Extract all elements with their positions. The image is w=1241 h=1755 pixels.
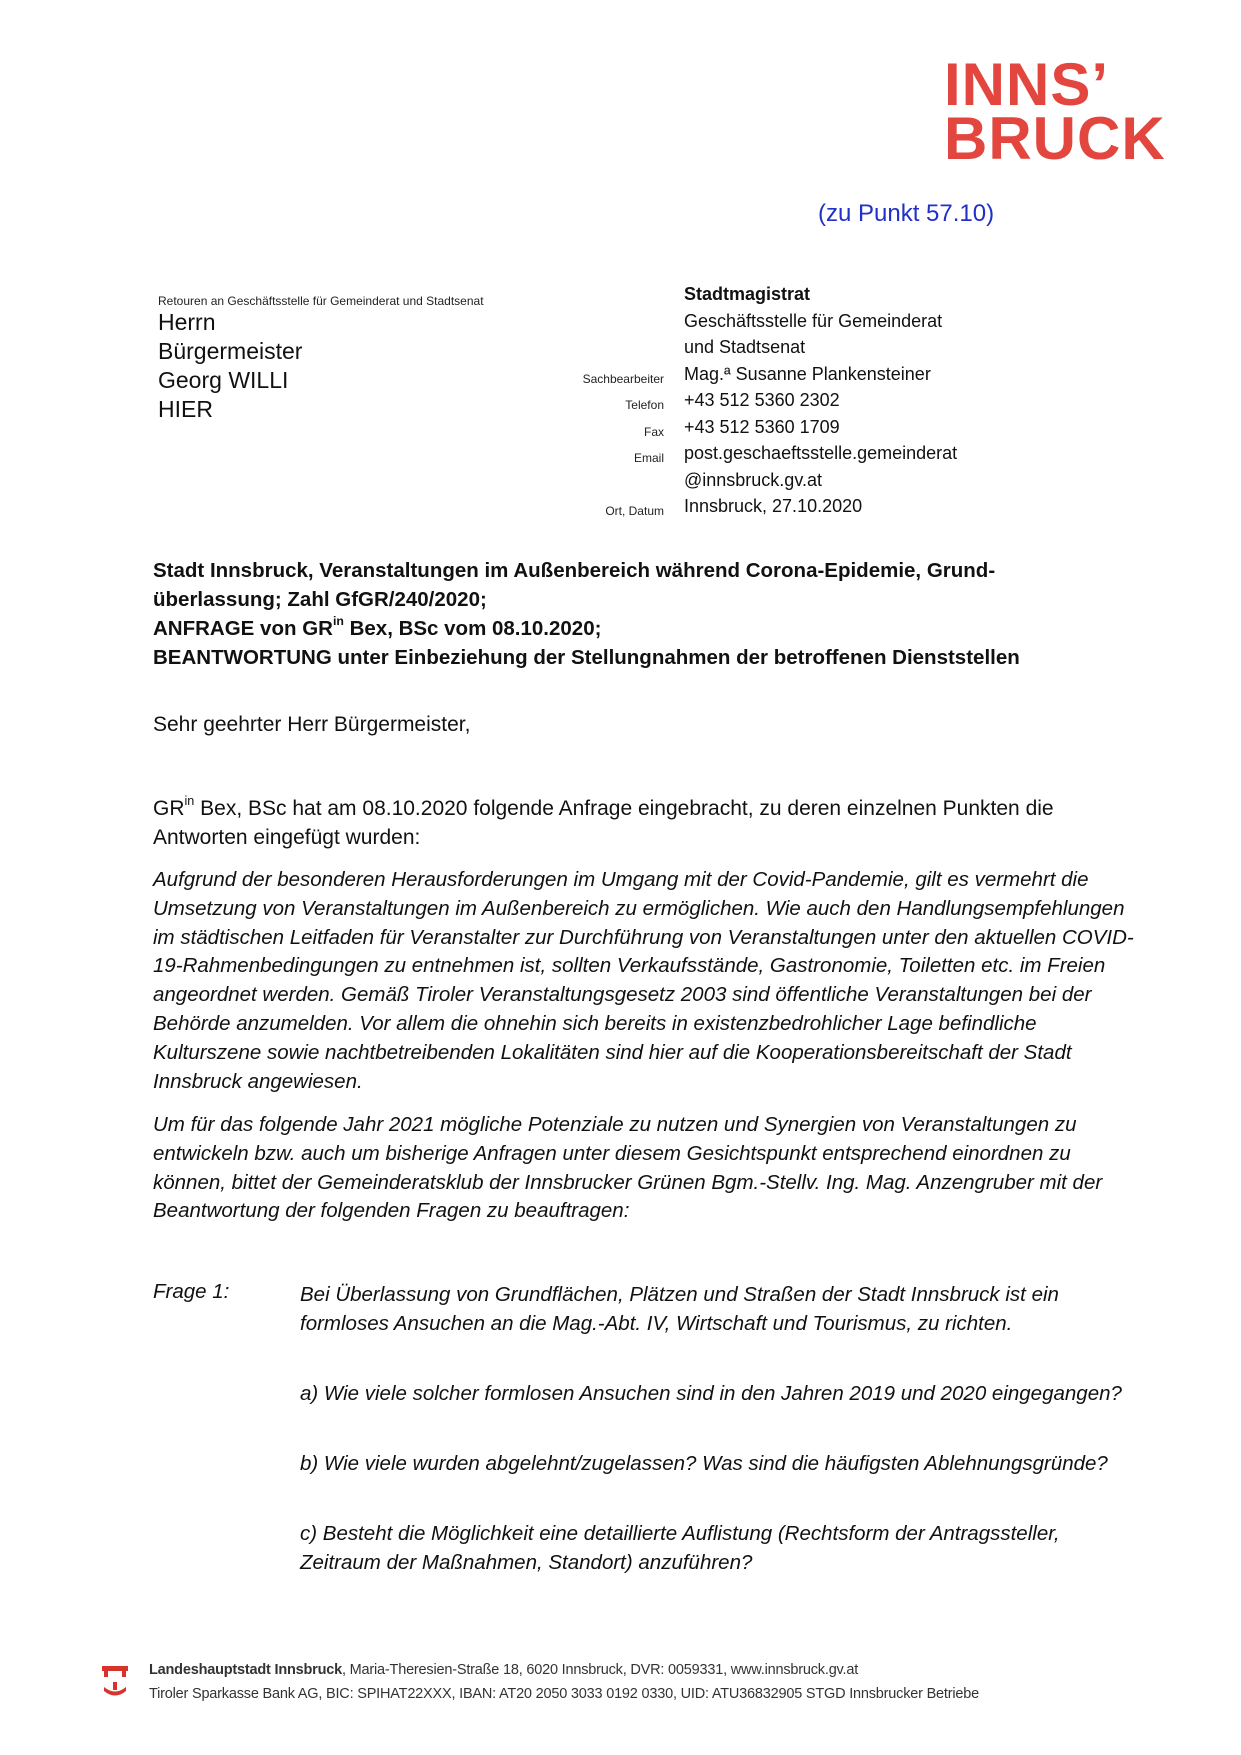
subject-inquiry-prefix: ANFRAGE von GR [153, 617, 333, 640]
recipient-line: Georg WILLI [158, 367, 289, 393]
footer-address: , Maria-Theresien-Straße 18, 6020 Innsbruck, DVR: 0059331, www.innsbruck.gv.at [342, 1662, 859, 1678]
recipient-line: HIER [158, 396, 213, 422]
email-label: Email [633, 451, 664, 465]
logo-line-1: INNS’ [944, 51, 1110, 118]
subject-line4: BEANTWORTUNG unter Einbeziehung der Stellungnahmen der betroffenen Dienststellen [153, 646, 1020, 669]
fax-label: Fax [643, 424, 664, 439]
intro-text: Bex, BSc hat am 08.10.2020 folgende Anfrage eingebracht, zu deren einzelnen Punkten die Antworten eingefügt wurden: [153, 797, 1054, 849]
clerk-name: Mag.ª Susanne Plankensteiner [684, 363, 931, 384]
sender-dept-line2: und Stadtsenat [684, 337, 806, 357]
phone-number: +43 512 5360 2302 [684, 390, 840, 410]
agenda-reference: (zu Punkt 57.10) [818, 200, 995, 227]
letter-subject [153, 556, 1123, 672]
question-1-text: Bei Überlassung von Grundflächen, Plätzen und Straßen der Stadt Innsbruck ist ein formloses Ansuchen an die Mag.-Abt. IV, Wirtschaft und Tourismus, zu richten. [300, 1283, 1059, 1335]
intro-paragraph [153, 794, 1133, 852]
recipient-line: Herrn [158, 309, 216, 335]
place-date: Innsbruck, 27.10.2020 [684, 496, 863, 516]
email-line2: @innsbruck.gv.at [684, 469, 822, 490]
question-1c: c) Besteht die Möglichkeit eine detaillierte Auflistung (Rechtsform der Antragssteller, Zeitraum der Maßnahmen, Standort) anzuführen? [300, 1522, 1060, 1574]
subject-line2: überlassung; Zahl GfGR/240/2020; [153, 588, 487, 611]
inquiry-paragraph-2: Um für das folgende Jahr 2021 mögliche Potenziale zu nutzen und Synergien von Veranstaltungen zu entwickeln bzw. auch um bisherige Anfragen unter diesem Gesichtspunkt entsprechend einordnen zu können, bittet der Gemeinderatsklub der Innsbrucker Grünen Bgm.-Stellv. Ing. Mag. Anzengruber mit der Beantwortung der folgenden Fragen zu beauftragen: [153, 1113, 1103, 1223]
subject-line1: Stadt Innsbruck, Veranstaltungen im Außenbereich während Corona-Epidemie, Grund- [153, 559, 996, 582]
return-address-note: Retouren an Geschäftsstelle für Gemeinderat und Stadtsenat [158, 294, 484, 308]
sender-dept-line1: Geschäftsstelle für Gemeinderat [684, 310, 943, 331]
innsbruck-logo [944, 51, 1194, 172]
city-emblem-icon [101, 1662, 131, 1702]
phone-label: Telefon [625, 398, 664, 412]
logo-line-2: BRUCK [944, 105, 1166, 172]
salutation: Sehr geehrter Herr Bürgermeister, [153, 713, 471, 736]
intro-prefix: GR [153, 797, 185, 820]
intro-superscript: in [184, 794, 195, 809]
inquiry-paragraph-1: Aufgrund der besonderen Herausforderungen im Umgang mit der Covid-Pandemie, gilt es vermehrt die Umsetzung von Veranstaltungen im Außenbereich zu ermöglichen. Wie auch den Handlungsempfehlungen im städtischen Leitfaden für Veranstalter zur Durchführung von Veranstaltungen unter den aktuellen COVID-19-Rahmenbedingungen zu entnehmen ist, sollten Verkaufsstände, Gastronomie, Toiletten etc. im Freien angeordnet werden. Gemäß Tiroler Veranstaltungsgesetz 2003 sind öffentliche Veranstaltungen bei der Behörde anzumelden. Vor allem die ohnehin sich bereits in existenzbedrohlicher Lage befindliche Kulturszene sowie nachtbetreibenden Lokalitäten sind hier auf die Kooperationsbereitschaft der Stadt Innsbruck angewiesen. [153, 868, 1134, 1093]
clerk-label: Sachbearbeiter [582, 371, 664, 386]
footer-bank-details: Tiroler Sparkasse Bank AG, BIC: SPIHAT22XXX, IBAN: AT20 2050 3033 0192 0330, UID: ATU36832905 STGD Innsbrucker Betriebe [149, 1686, 979, 1702]
footer-city-name: Landeshauptstadt Innsbruck [149, 1662, 342, 1678]
recipient-line: Bürgermeister [158, 338, 303, 364]
subject-inquiry-rest: Bex, BSc vom 08.10.2020; [343, 617, 602, 640]
question-1-label: Frage 1: [153, 1280, 230, 1303]
question-1b: b) Wie viele wurden abgelehnt/zugelassen? Was sind die häufigsten Ablehnungsgründe? [300, 1452, 1108, 1475]
sender-info [460, 284, 1020, 523]
recipient-address [158, 308, 302, 424]
date-label: Ort, Datum [605, 504, 664, 518]
footer-line-1 [149, 1662, 858, 1678]
subject-line3 [153, 614, 1123, 643]
sender-org: Stadtmagistrat [684, 284, 811, 304]
question-1a: a) Wie viele solcher formlosen Ansuchen sind in den Jahren 2019 und 2020 eingegangen? [300, 1382, 1122, 1405]
email-line1: post.geschaeftsstelle.gemeinderat [684, 443, 958, 463]
subject-superscript: in [332, 614, 344, 629]
fax-number: +43 512 5360 1709 [684, 416, 840, 437]
footer-line-2 [149, 1686, 979, 1702]
